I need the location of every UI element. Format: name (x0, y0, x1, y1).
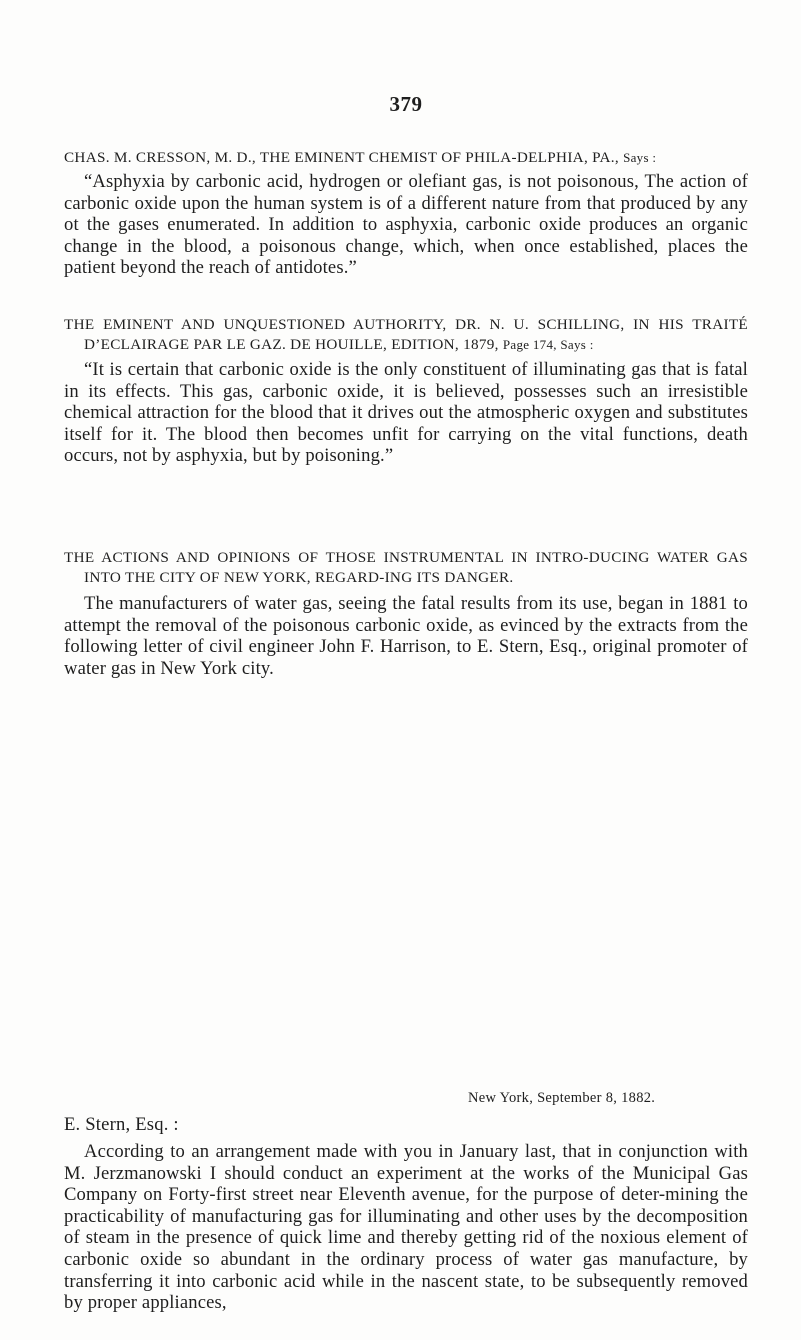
section-schilling (64, 315, 748, 467)
letter-dateline: New York, September 8, 1882. (468, 1090, 656, 1106)
body-paragraph: The manufacturers of water gas, seeing the fatal results from its use, began in 1881 to attempt the removal of the poisonous carbonic oxide, as evinced by the extracts from the following letter of civil engineer John F. Harrison, to E. Stern, Esq., original promoter of water gas in New York city. (64, 593, 748, 679)
section-cresson (64, 148, 748, 279)
section-heading: THE ACTIONS AND OPINIONS OF THOSE INSTRUMENTAL IN INTRO-DUCING WATER GAS INTO THE CITY OF NEW YORK, REGARD-ING ITS DANGER. (64, 549, 748, 586)
heading-suffix: Says : (623, 150, 657, 165)
heading-text: CHAS. M. CRESSON, M. D., THE EMINENT CHEMIST OF PHILA-DELPHIA, PA., (64, 149, 619, 166)
section-heading (64, 315, 748, 355)
section-heading (64, 148, 748, 168)
letter-body (64, 1141, 748, 1314)
letter-paragraph: According to an arrangement made with you in January last, that in conjunction with M. Jerzmanowski I should conduct an experiment at the works of the Municipal Gas Company on Forty-first street near Eleventh avenue, for the purpose of deter-mining the practicability of manufacturing gas for illuminating and other uses by the decomposition of steam in the presence of quick lime and thereby getting rid of the noxious element of carbonic oxide so abundant in the ordinary process of water gas manufacture, by transferring it into carbonic acid while in the nascent state, to be subsequently removed by proper appliances, (64, 1141, 748, 1314)
page-number: 379 (389, 92, 423, 116)
quote-paragraph: “It is certain that carbonic oxide is the only constituent of illuminating gas that is fatal in its effects. This gas, carbonic oxide, it is believed, possesses such an irresistible chemical attraction for the blood that it drives out the atmospheric oxygen and substitutes itself for it. The blood then becomes unfit for carrying on the vital functions, death occurs, not by asphyxia, but by poisoning.” (64, 359, 748, 467)
quote-paragraph: “Asphyxia by carbonic acid, hydrogen or olefiant gas, is not poisonous, The action of carbonic oxide upon the human system is of a different nature from that produced by any ot the gases enumerated. In addition to asphyxia, carbonic oxide produces an organic change in the blood, a poisonous change, which, when once established, places the patient beyond the reach of antidotes.” (64, 171, 748, 279)
heading-suffix: Page 174, Says : (502, 337, 594, 352)
heading-text: THE EMINENT AND UNQUESTIONED AUTHORITY, DR. N. U. SCHILLING, IN HIS TRAITÉ D’ECLAIRAGE PAR LE GAZ. DE HOUILLE, EDITION, 1879, (64, 316, 748, 353)
section-water-gas (64, 548, 748, 679)
letter-salutation: E. Stern, Esq. : (64, 1114, 179, 1135)
